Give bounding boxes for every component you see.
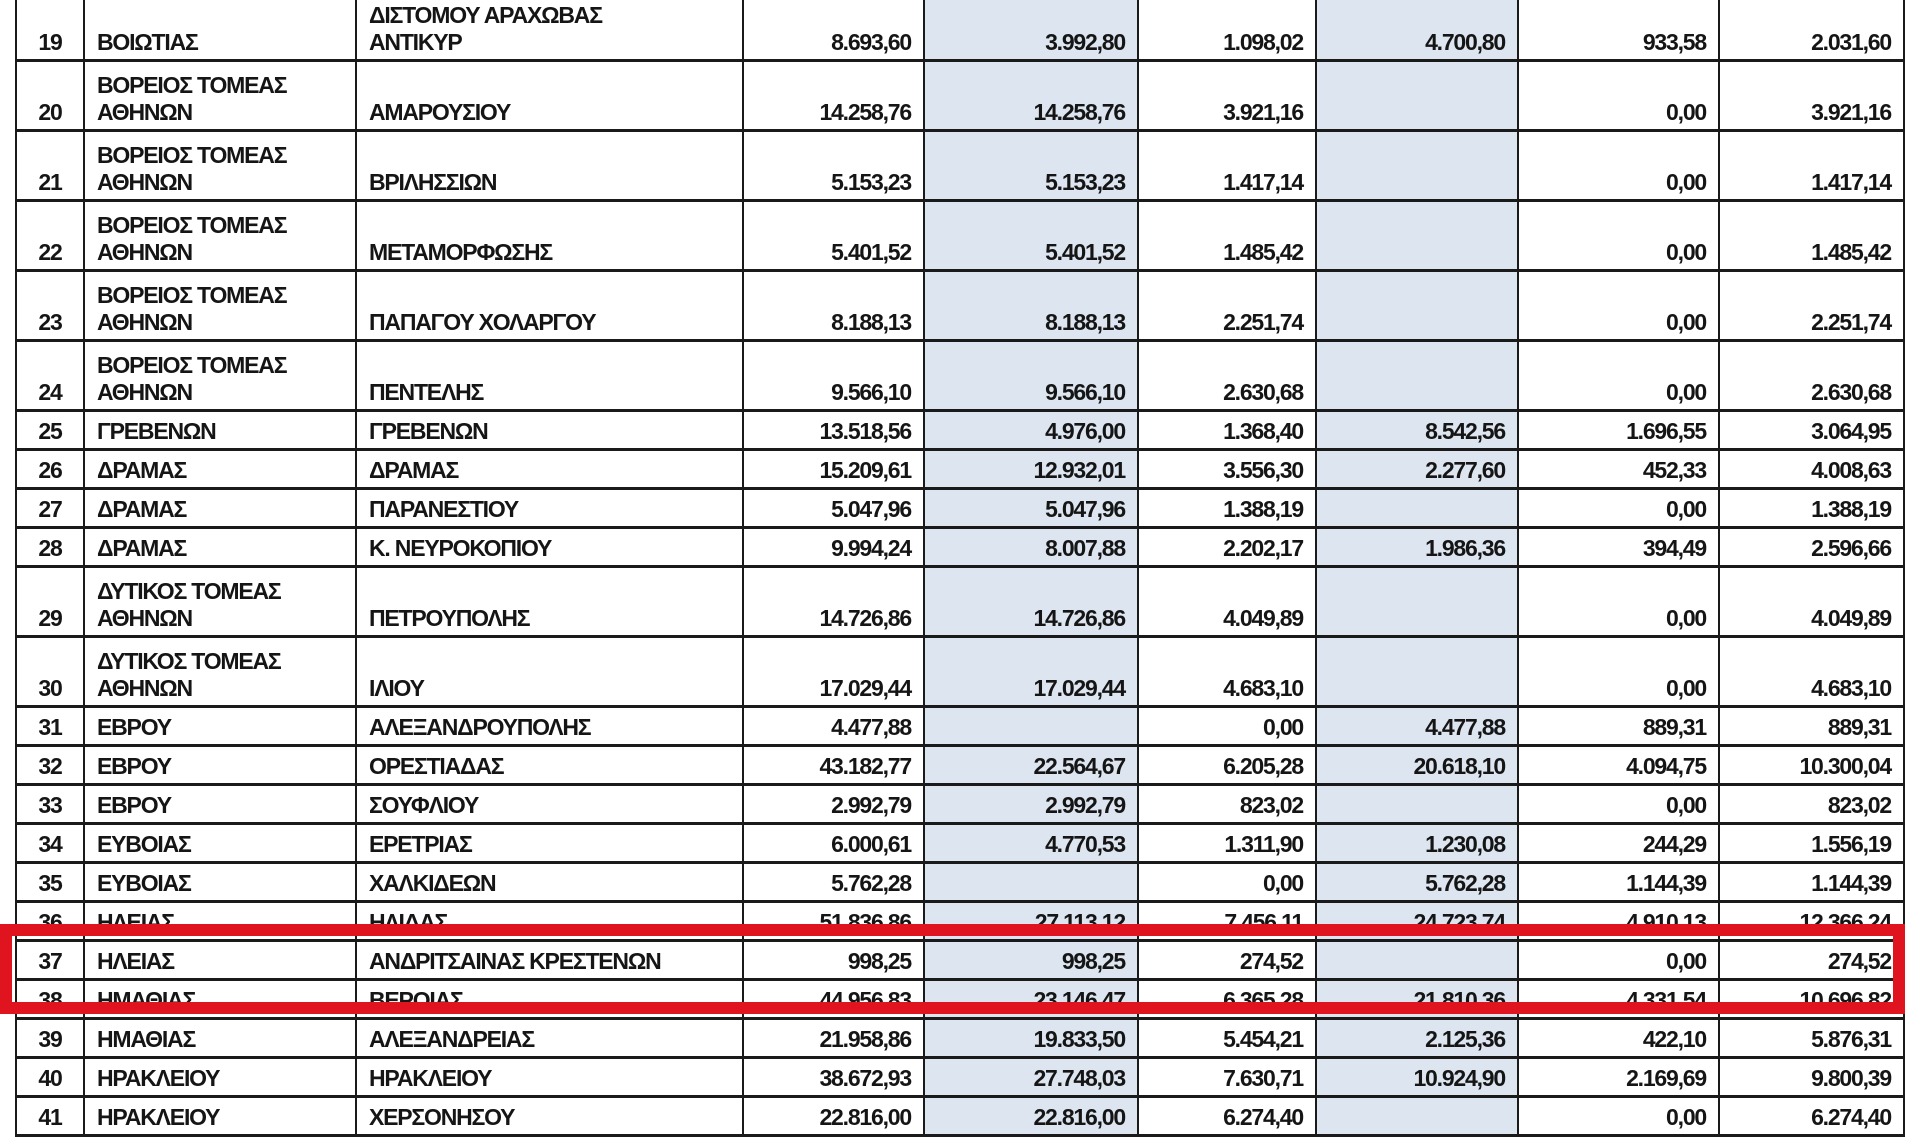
value-col-2-cell: 998,25 <box>924 941 1138 980</box>
value-col-2-cell: 27.113,12 <box>924 902 1138 941</box>
value-col-5-cell: 4.094,75 <box>1518 746 1719 785</box>
value-col-6-cell: 10.300,04 <box>1719 746 1904 785</box>
value-col-4-cell <box>1316 271 1518 341</box>
row-number-cell: 31 <box>16 707 84 746</box>
prefecture-cell: ΗΛΕΙΑΣ <box>84 941 356 980</box>
table-row <box>16 341 1904 411</box>
municipality-cell: ΕΡΕΤΡΙΑΣ <box>356 824 743 863</box>
value-col-5-cell: 0,00 <box>1518 637 1719 707</box>
prefecture-cell: ΕΥΒΟΙΑΣ <box>84 824 356 863</box>
row-number-cell: 21 <box>16 131 84 201</box>
table-row <box>16 528 1904 567</box>
municipality-cell: ΔΙΣΤΟΜΟΥ ΑΡΑΧΩΒΑΣ ΑΝΤΙΚΥΡ <box>356 0 743 61</box>
value-col-6-cell: 10.696,82 <box>1719 980 1904 1019</box>
prefecture-cell: ΗΜΑΘΙΑΣ <box>84 980 356 1019</box>
value-col-1-cell: 21.958,86 <box>743 1019 924 1058</box>
prefecture-cell: ΗΡΑΚΛΕΙΟΥ <box>84 1097 356 1136</box>
municipality-cell: ΜΕΤΑΜΟΡΦΩΣΗΣ <box>356 201 743 271</box>
value-col-3-cell: 6.365,28 <box>1138 980 1316 1019</box>
value-col-4-cell <box>1316 637 1518 707</box>
value-col-2-cell: 14.726,86 <box>924 567 1138 637</box>
value-col-6-cell: 2.251,74 <box>1719 271 1904 341</box>
value-col-6-cell: 274,52 <box>1719 941 1904 980</box>
value-col-2-cell: 3.992,80 <box>924 0 1138 61</box>
value-col-6-cell: 889,31 <box>1719 707 1904 746</box>
value-col-1-cell: 8.188,13 <box>743 271 924 341</box>
value-col-1-cell: 43.182,77 <box>743 746 924 785</box>
value-col-1-cell: 998,25 <box>743 941 924 980</box>
value-col-2-cell: 5.153,23 <box>924 131 1138 201</box>
prefecture-cell: ΒΟΡΕΙΟΣ ΤΟΜΕΑΣ ΑΘΗΝΩΝ <box>84 271 356 341</box>
row-number-cell: 38 <box>16 980 84 1019</box>
value-col-4-cell: 24.723,74 <box>1316 902 1518 941</box>
prefecture-cell: ΒΟΡΕΙΟΣ ΤΟΜΕΑΣ ΑΘΗΝΩΝ <box>84 341 356 411</box>
municipality-cell: Κ. ΝΕΥΡΟΚΟΠΙΟΥ <box>356 528 743 567</box>
value-col-1-cell: 17.029,44 <box>743 637 924 707</box>
row-number-cell: 36 <box>16 902 84 941</box>
municipality-cell: ΠΕΝΤΕΛΗΣ <box>356 341 743 411</box>
value-col-3-cell: 1.311,90 <box>1138 824 1316 863</box>
municipality-cell: ΟΡΕΣΤΙΑΔΑΣ <box>356 746 743 785</box>
prefecture-cell: ΔΡΑΜΑΣ <box>84 489 356 528</box>
value-col-4-cell <box>1316 201 1518 271</box>
value-col-6-cell: 1.417,14 <box>1719 131 1904 201</box>
value-col-6-cell: 2.630,68 <box>1719 341 1904 411</box>
value-col-6-cell: 3.921,16 <box>1719 61 1904 131</box>
value-col-5-cell: 0,00 <box>1518 489 1719 528</box>
table-row <box>16 824 1904 863</box>
value-col-2-cell: 8.007,88 <box>924 528 1138 567</box>
row-number-cell: 33 <box>16 785 84 824</box>
value-col-4-cell: 1.230,08 <box>1316 824 1518 863</box>
table-row <box>16 489 1904 528</box>
row-number-cell: 20 <box>16 61 84 131</box>
table-row <box>16 1058 1904 1097</box>
prefecture-cell: ΕΒΡΟΥ <box>84 707 356 746</box>
value-col-3-cell: 5.454,21 <box>1138 1019 1316 1058</box>
municipality-cell: ΠΑΡΑΝΕΣΤΙΟΥ <box>356 489 743 528</box>
value-col-6-cell: 3.064,95 <box>1719 411 1904 450</box>
value-col-2-cell: 8.188,13 <box>924 271 1138 341</box>
prefecture-cell: ΒΟΡΕΙΟΣ ΤΟΜΕΑΣ ΑΘΗΝΩΝ <box>84 61 356 131</box>
table-row <box>16 941 1904 980</box>
value-col-3-cell: 0,00 <box>1138 707 1316 746</box>
row-number-cell: 23 <box>16 271 84 341</box>
value-col-4-cell: 10.924,90 <box>1316 1058 1518 1097</box>
value-col-1-cell: 5.153,23 <box>743 131 924 201</box>
value-col-1-cell: 8.693,60 <box>743 0 924 61</box>
value-col-3-cell: 6.205,28 <box>1138 746 1316 785</box>
table-row <box>16 637 1904 707</box>
municipality-cell: ΗΛΙΔΑΣ <box>356 902 743 941</box>
value-col-6-cell: 4.008,63 <box>1719 450 1904 489</box>
value-col-3-cell: 4.049,89 <box>1138 567 1316 637</box>
value-col-2-cell <box>924 863 1138 902</box>
value-col-5-cell: 0,00 <box>1518 201 1719 271</box>
value-col-4-cell: 8.542,56 <box>1316 411 1518 450</box>
row-number-cell: 22 <box>16 201 84 271</box>
prefecture-cell: ΕΒΡΟΥ <box>84 785 356 824</box>
value-col-4-cell <box>1316 1097 1518 1136</box>
value-col-5-cell: 0,00 <box>1518 941 1719 980</box>
value-col-2-cell: 14.258,76 <box>924 61 1138 131</box>
table-row <box>16 707 1904 746</box>
row-number-cell: 34 <box>16 824 84 863</box>
table-row <box>16 785 1904 824</box>
value-col-2-cell: 2.992,79 <box>924 785 1138 824</box>
value-col-3-cell: 823,02 <box>1138 785 1316 824</box>
row-number-cell: 39 <box>16 1019 84 1058</box>
value-col-1-cell: 51.836,86 <box>743 902 924 941</box>
value-col-4-cell <box>1316 131 1518 201</box>
municipality-cell: ΔΡΑΜΑΣ <box>356 450 743 489</box>
value-col-4-cell <box>1316 489 1518 528</box>
value-col-6-cell: 2.596,66 <box>1719 528 1904 567</box>
value-col-4-cell: 20.618,10 <box>1316 746 1518 785</box>
municipality-cell: ΠΕΤΡΟΥΠΟΛΗΣ <box>356 567 743 637</box>
value-col-1-cell: 9.566,10 <box>743 341 924 411</box>
row-number-cell: 30 <box>16 637 84 707</box>
municipality-cell: ΙΛΙΟΥ <box>356 637 743 707</box>
value-col-4-cell: 21.810,36 <box>1316 980 1518 1019</box>
value-col-1-cell: 5.401,52 <box>743 201 924 271</box>
value-col-2-cell: 27.748,03 <box>924 1058 1138 1097</box>
row-number-cell: 26 <box>16 450 84 489</box>
value-col-4-cell: 2.125,36 <box>1316 1019 1518 1058</box>
value-col-2-cell: 4.770,53 <box>924 824 1138 863</box>
value-col-6-cell: 2.031,60 <box>1719 0 1904 61</box>
table-row <box>16 0 1904 61</box>
value-col-3-cell: 2.630,68 <box>1138 341 1316 411</box>
value-col-5-cell: 394,49 <box>1518 528 1719 567</box>
value-col-1-cell: 22.816,00 <box>743 1097 924 1136</box>
prefecture-cell: ΒΟΙΩΤΙΑΣ <box>84 0 356 61</box>
table-row <box>16 61 1904 131</box>
table-row <box>16 980 1904 1019</box>
value-col-3-cell: 1.098,02 <box>1138 0 1316 61</box>
prefecture-cell: ΒΟΡΕΙΟΣ ΤΟΜΕΑΣ ΑΘΗΝΩΝ <box>84 131 356 201</box>
value-col-2-cell: 5.401,52 <box>924 201 1138 271</box>
value-col-2-cell: 19.833,50 <box>924 1019 1138 1058</box>
row-number-cell: 35 <box>16 863 84 902</box>
row-number-cell: 24 <box>16 341 84 411</box>
value-col-2-cell: 22.816,00 <box>924 1097 1138 1136</box>
value-col-3-cell: 1.368,40 <box>1138 411 1316 450</box>
municipality-cell: ΑΛΕΞΑΝΔΡΕΙΑΣ <box>356 1019 743 1058</box>
value-col-6-cell: 4.049,89 <box>1719 567 1904 637</box>
value-col-4-cell <box>1316 61 1518 131</box>
prefecture-cell: ΓΡΕΒΕΝΩΝ <box>84 411 356 450</box>
value-col-5-cell: 0,00 <box>1518 1097 1719 1136</box>
value-col-2-cell: 22.564,67 <box>924 746 1138 785</box>
value-col-1-cell: 38.672,93 <box>743 1058 924 1097</box>
table-row <box>16 567 1904 637</box>
value-col-1-cell: 4.477,88 <box>743 707 924 746</box>
municipality-cell: ΒΡΙΛΗΣΣΙΩΝ <box>356 131 743 201</box>
prefecture-cell: ΕΥΒΟΙΑΣ <box>84 863 356 902</box>
value-col-3-cell: 2.202,17 <box>1138 528 1316 567</box>
value-col-5-cell: 0,00 <box>1518 785 1719 824</box>
value-col-1-cell: 9.994,24 <box>743 528 924 567</box>
value-col-4-cell <box>1316 341 1518 411</box>
value-col-1-cell: 2.992,79 <box>743 785 924 824</box>
table-row <box>16 271 1904 341</box>
row-number-cell: 27 <box>16 489 84 528</box>
value-col-2-cell: 12.932,01 <box>924 450 1138 489</box>
value-col-3-cell: 7.456,11 <box>1138 902 1316 941</box>
value-col-5-cell: 1.144,39 <box>1518 863 1719 902</box>
prefecture-cell: ΔΥΤΙΚΟΣ ΤΟΜΕΑΣ ΑΘΗΝΩΝ <box>84 637 356 707</box>
row-number-cell: 28 <box>16 528 84 567</box>
value-col-5-cell: 4.331,54 <box>1518 980 1719 1019</box>
value-col-5-cell: 0,00 <box>1518 61 1719 131</box>
value-col-3-cell: 1.417,14 <box>1138 131 1316 201</box>
municipal-allocation-table <box>15 0 1905 1137</box>
table-row <box>16 902 1904 941</box>
value-col-3-cell: 4.683,10 <box>1138 637 1316 707</box>
prefecture-cell: ΕΒΡΟΥ <box>84 746 356 785</box>
value-col-3-cell: 7.630,71 <box>1138 1058 1316 1097</box>
value-col-5-cell: 0,00 <box>1518 567 1719 637</box>
value-col-2-cell: 4.976,00 <box>924 411 1138 450</box>
municipality-cell: ΧΑΛΚΙΔΕΩΝ <box>356 863 743 902</box>
value-col-6-cell: 1.485,42 <box>1719 201 1904 271</box>
municipality-cell: ΑΝΔΡΙΤΣΑΙΝΑΣ ΚΡΕΣΤΕΝΩΝ <box>356 941 743 980</box>
row-number-cell: 41 <box>16 1097 84 1136</box>
value-col-1-cell: 5.762,28 <box>743 863 924 902</box>
prefecture-cell: ΒΟΡΕΙΟΣ ΤΟΜΕΑΣ ΑΘΗΝΩΝ <box>84 201 356 271</box>
value-col-1-cell: 5.047,96 <box>743 489 924 528</box>
value-col-4-cell <box>1316 567 1518 637</box>
table-row <box>16 450 1904 489</box>
value-col-2-cell: 5.047,96 <box>924 489 1138 528</box>
value-col-6-cell: 9.800,39 <box>1719 1058 1904 1097</box>
value-col-1-cell: 14.726,86 <box>743 567 924 637</box>
value-col-4-cell: 2.277,60 <box>1316 450 1518 489</box>
value-col-6-cell: 6.274,40 <box>1719 1097 1904 1136</box>
row-number-cell: 37 <box>16 941 84 980</box>
value-col-3-cell: 1.388,19 <box>1138 489 1316 528</box>
value-col-1-cell: 15.209,61 <box>743 450 924 489</box>
value-col-3-cell: 2.251,74 <box>1138 271 1316 341</box>
table-row <box>16 1097 1904 1136</box>
value-col-1-cell: 13.518,56 <box>743 411 924 450</box>
table-row <box>16 863 1904 902</box>
value-col-6-cell: 5.876,31 <box>1719 1019 1904 1058</box>
municipality-cell: ΑΜΑΡΟΥΣΙΟΥ <box>356 61 743 131</box>
row-number-cell: 19 <box>16 0 84 61</box>
value-col-3-cell: 3.556,30 <box>1138 450 1316 489</box>
value-col-4-cell <box>1316 941 1518 980</box>
value-col-4-cell: 4.477,88 <box>1316 707 1518 746</box>
value-col-6-cell: 1.144,39 <box>1719 863 1904 902</box>
value-col-2-cell: 17.029,44 <box>924 637 1138 707</box>
prefecture-cell: ΔΡΑΜΑΣ <box>84 528 356 567</box>
value-col-5-cell: 244,29 <box>1518 824 1719 863</box>
value-col-4-cell: 4.700,80 <box>1316 0 1518 61</box>
value-col-3-cell: 1.485,42 <box>1138 201 1316 271</box>
value-col-5-cell: 0,00 <box>1518 341 1719 411</box>
value-col-1-cell: 44.956,83 <box>743 980 924 1019</box>
table-row <box>16 1019 1904 1058</box>
table-row <box>16 746 1904 785</box>
value-col-6-cell: 1.556,19 <box>1719 824 1904 863</box>
prefecture-cell: ΗΡΑΚΛΕΙΟΥ <box>84 1058 356 1097</box>
value-col-4-cell <box>1316 785 1518 824</box>
row-number-cell: 29 <box>16 567 84 637</box>
municipality-cell: ΑΛΕΞΑΝΔΡΟΥΠΟΛΗΣ <box>356 707 743 746</box>
prefecture-cell: ΔΥΤΙΚΟΣ ΤΟΜΕΑΣ ΑΘΗΝΩΝ <box>84 567 356 637</box>
value-col-4-cell: 1.986,36 <box>1316 528 1518 567</box>
value-col-3-cell: 6.274,40 <box>1138 1097 1316 1136</box>
value-col-3-cell: 3.921,16 <box>1138 61 1316 131</box>
value-col-6-cell: 823,02 <box>1719 785 1904 824</box>
value-col-2-cell: 9.566,10 <box>924 341 1138 411</box>
value-col-5-cell: 422,10 <box>1518 1019 1719 1058</box>
municipality-cell: ΗΡΑΚΛΕΙΟΥ <box>356 1058 743 1097</box>
value-col-3-cell: 274,52 <box>1138 941 1316 980</box>
municipality-cell: ΠΑΠΑΓΟΥ ΧΟΛΑΡΓΟΥ <box>356 271 743 341</box>
value-col-4-cell: 5.762,28 <box>1316 863 1518 902</box>
row-number-cell: 32 <box>16 746 84 785</box>
table-row <box>16 201 1904 271</box>
municipality-cell: ΧΕΡΣΟΝΗΣΟΥ <box>356 1097 743 1136</box>
value-col-1-cell: 14.258,76 <box>743 61 924 131</box>
row-number-cell: 40 <box>16 1058 84 1097</box>
prefecture-cell: ΗΜΑΘΙΑΣ <box>84 1019 356 1058</box>
municipality-cell: ΓΡΕΒΕΝΩΝ <box>356 411 743 450</box>
value-col-5-cell: 452,33 <box>1518 450 1719 489</box>
prefecture-cell: ΔΡΑΜΑΣ <box>84 450 356 489</box>
value-col-6-cell: 12.366,24 <box>1719 902 1904 941</box>
prefecture-cell: ΗΛΕΙΑΣ <box>84 902 356 941</box>
value-col-5-cell: 0,00 <box>1518 271 1719 341</box>
row-number-cell: 25 <box>16 411 84 450</box>
value-col-5-cell: 4.910,13 <box>1518 902 1719 941</box>
value-col-6-cell: 4.683,10 <box>1719 637 1904 707</box>
table-row <box>16 131 1904 201</box>
value-col-5-cell: 889,31 <box>1518 707 1719 746</box>
municipality-cell: ΒΕΡΟΙΑΣ <box>356 980 743 1019</box>
table-row <box>16 411 1904 450</box>
value-col-2-cell: 23.146,47 <box>924 980 1138 1019</box>
municipality-cell: ΣΟΥΦΛΙΟΥ <box>356 785 743 824</box>
value-col-5-cell: 0,00 <box>1518 131 1719 201</box>
value-col-2-cell <box>924 707 1138 746</box>
value-col-5-cell: 1.696,55 <box>1518 411 1719 450</box>
value-col-5-cell: 2.169,69 <box>1518 1058 1719 1097</box>
value-col-6-cell: 1.388,19 <box>1719 489 1904 528</box>
value-col-1-cell: 6.000,61 <box>743 824 924 863</box>
value-col-5-cell: 933,58 <box>1518 0 1719 61</box>
value-col-3-cell: 0,00 <box>1138 863 1316 902</box>
